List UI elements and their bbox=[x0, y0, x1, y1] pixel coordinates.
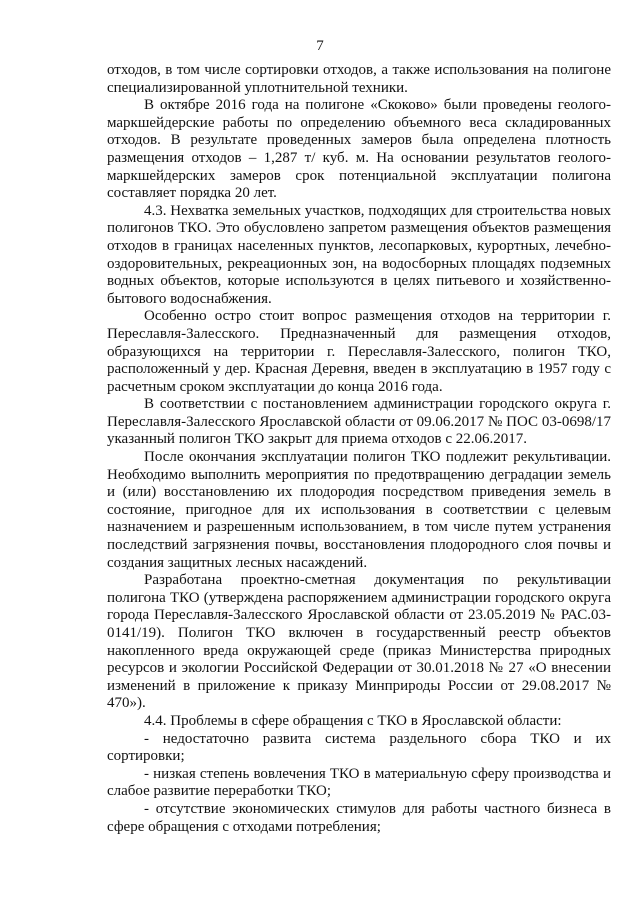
paragraph: Особенно остро стоит вопрос размещения отходов на территории г. Переславля-Залесского. Предназначенный для размещения отходов, образующихся на территории г. Переславля-Залесского, полигон ТКО, расположенный у дер. Красная Деревня, введен в эксплуатацию в 1957 году с расчетным сроком эксплуатации до конца 2016 года. bbox=[107, 308, 611, 395]
list-item: - низкая степень вовлечения ТКО в материальную сферу производства и слабое развитие переработки ТКО; bbox=[107, 765, 611, 800]
paragraph: В соответствии с постановлением администрации городского округа г. Переславля-Залесского Ярославской области от 09.06.2017 № ПОС 03-0698/17 указанный полигон ТКО закрыт для приема отходов с 22.06.2017. bbox=[107, 396, 611, 448]
list-item: - отсутствие экономических стимулов для работы частного бизнеса в сфере обращения с отходами потребления; bbox=[107, 800, 611, 835]
paragraph: 4.3. Нехватка земельных участков, подходящих для строительства новых полигонов ТКО. Это обусловлено запретом размещения объектов размещения отходов в границах населенных пунктов, лесопарковых, курортных, лечебно-оздоровительных, рекреационных зон, на водосборных площадях подземных водных объектов, которые используются в целях питьевого и хозяйственно-бытового водоснабжения. bbox=[107, 202, 611, 307]
list-item: - недостаточно развита система раздельного сбора ТКО и их сортировки; bbox=[107, 730, 611, 765]
section-heading: 4.4. Проблемы в сфере обращения с ТКО в Ярославской области: bbox=[144, 712, 562, 729]
paragraph: отходов, в том числе сортировки отходов, а также использования на полигоне специализированной уплотнительной техники. bbox=[107, 62, 611, 96]
paragraph: В октябре 2016 года на полигоне «Скоково» были проведены геолого-маркшейдерские работы по определению объемного веса складированных отходов. В результате проведенных замеров была определена плотность размещения отходов – 1,287 т/ куб. м. На основании результатов геолого-маркшейдерских замеров срок потенциальной эксплуатации полигона составляет порядка 20 лет. bbox=[107, 97, 611, 202]
paragraph: После окончания эксплуатации полигон ТКО подлежит рекультивации. Необходимо выполнить мероприятия по предотвращению деградации земель и (или) восстановлению их плодородия посредством приведения земель в состояние, пригодное для их использования в соответствии с целевым назначением и разрешенным использованием, в том числе путем устранения последствий загрязнения почвы, восстановления плодородного слоя почвы и создания защитных лесных насаждений. bbox=[107, 449, 611, 571]
page-number: 7 bbox=[316, 38, 324, 54]
paragraph: Разработана проектно-сметная документация по рекультивации полигона ТКО (утверждена распоряжением администрации городского округа города Переславля-Залесского Ярославской области от 23.05.2019 № РАС.03-0141/19). Полигон ТКО включен в государственный реестр объектов накопленного вреда окружающей среде (приказ Министерства природных ресурсов и экологии Российской Федерации от 30.01.2018 № 27 «О внесении изменений в приложение к приказу Минприроды России от 29.08.2017 № 470»). bbox=[107, 572, 611, 712]
document-body bbox=[107, 62, 611, 836]
